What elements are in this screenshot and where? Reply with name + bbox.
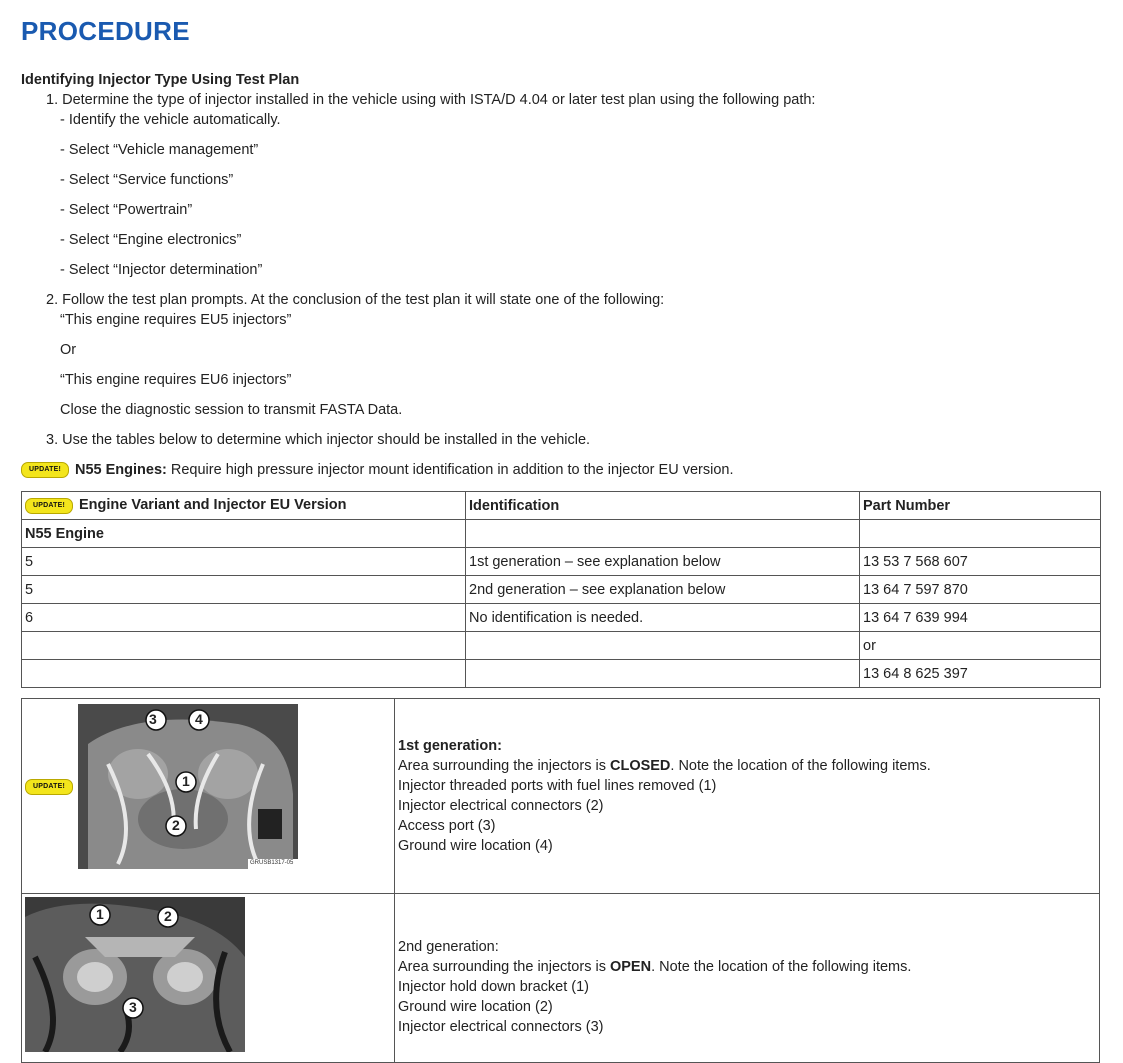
path-item: - Select “Powertrain” — [60, 202, 193, 218]
table-cell — [466, 520, 860, 548]
table-cell: N55 Engine — [22, 520, 466, 548]
table-cell: 6 — [22, 604, 466, 632]
table-cell: 13 64 8 625 397 — [860, 660, 1101, 688]
table-row — [22, 604, 1101, 632]
table-cell — [22, 632, 466, 660]
path-item: - Select “Vehicle management” — [60, 142, 259, 158]
n55-note-text: Require high pressure injector mount identification in addition to the injector EU version. — [166, 462, 734, 478]
step-3-text: 3. Use the tables below to determine which injector should be installed in the vehicle. — [46, 432, 591, 448]
gen2-engine-photo — [25, 897, 245, 1052]
callout-label: 3 — [149, 711, 157, 727]
callout-label: 4 — [195, 711, 203, 727]
result-line: Or — [60, 342, 77, 358]
gen2-item: Injector electrical connectors (3) — [398, 1019, 604, 1035]
image-caption: GRUSB1317-05 — [250, 860, 294, 866]
result-line: “This engine requires EU5 injectors” — [60, 312, 292, 328]
gen2-panel — [21, 892, 1100, 1063]
gen1-title: 1st generation: — [398, 738, 502, 754]
table-row — [22, 632, 1101, 660]
table-row — [22, 576, 1101, 604]
update-badge: UPDATE! — [21, 462, 69, 478]
table-cell: 2nd generation – see explanation below — [466, 576, 860, 604]
table-cell: 13 64 7 639 994 — [860, 604, 1101, 632]
table-cell: No identification is needed. — [466, 604, 860, 632]
callout-label: 2 — [172, 817, 180, 833]
path-item: - Select “Engine electronics” — [60, 232, 242, 248]
table-header: Part Number — [860, 492, 1101, 520]
n55-note — [21, 460, 733, 480]
step-2-text: 2. Follow the test plan prompts. At the conclusion of the test plan it will state one of the following: — [46, 292, 665, 308]
update-badge: UPDATE! — [25, 498, 73, 514]
gen1-panel — [21, 698, 1100, 894]
page-title: PROCEDURE — [21, 16, 190, 46]
result-line: “This engine requires EU6 injectors” — [60, 372, 292, 388]
n55-note-label: N55 Engines: — [75, 462, 167, 478]
table-cell — [860, 520, 1101, 548]
gen1-description — [398, 736, 931, 856]
table-cell: 13 53 7 568 607 — [860, 548, 1101, 576]
callout-label: 3 — [129, 999, 137, 1015]
gen2-description — [398, 937, 911, 1037]
gen2-item: Ground wire location (2) — [398, 999, 553, 1015]
table-cell: 5 — [22, 548, 466, 576]
table-cell — [466, 632, 860, 660]
table-header: Identification — [466, 492, 860, 520]
gen1-item: Access port (3) — [398, 818, 496, 834]
gen2-title: 2nd generation: — [398, 939, 499, 955]
path-item: - Select “Injector determination” — [60, 262, 263, 278]
gen2-item: Injector hold down bracket (1) — [398, 979, 590, 995]
callout-label: 1 — [182, 773, 190, 789]
table-cell — [466, 660, 860, 688]
injector-table — [21, 491, 1101, 688]
table-row — [22, 548, 1101, 576]
result-line: Close the diagnostic session to transmit FASTA Data. — [60, 402, 403, 418]
table-header-row — [22, 492, 1101, 520]
gen1-line: Area surrounding the injectors is CLOSED. Note the location of the following items. — [398, 758, 931, 774]
gen1-engine-photo — [78, 704, 298, 869]
table-cell: 1st generation – see explanation below — [466, 548, 860, 576]
gen2-engine-illustration — [25, 897, 245, 1052]
table-header: UPDATE! Engine Variant and Injector EU Version — [22, 492, 466, 520]
callout-label: 2 — [164, 908, 172, 924]
table-cell: 5 — [22, 576, 466, 604]
table-cell — [22, 660, 466, 688]
gen1-item: Ground wire location (4) — [398, 838, 553, 854]
table-cell: 13 64 7 597 870 — [860, 576, 1101, 604]
table-cell: or — [860, 632, 1101, 660]
section-subheading: Identifying Injector Type Using Test Plan — [21, 72, 300, 88]
table-row — [22, 660, 1101, 688]
table-section-row — [22, 520, 1101, 548]
path-item: - Identify the vehicle automatically. — [60, 112, 281, 128]
panel-divider — [394, 892, 395, 1062]
update-badge: UPDATE! — [25, 779, 73, 795]
gen2-line: Area surrounding the injectors is OPEN. Note the location of the following items. — [398, 959, 912, 975]
step-1-text: 1. Determine the type of injector installed in the vehicle using with ISTA/D 4.04 or later test plan using the following path: — [46, 92, 816, 108]
panel-divider — [394, 699, 395, 893]
path-item: - Select “Service functions” — [60, 172, 234, 188]
callout-label: 1 — [96, 906, 104, 922]
gen1-item: Injector electrical connectors (2) — [398, 798, 604, 814]
gen1-item: Injector threaded ports with fuel lines removed (1) — [398, 778, 717, 794]
